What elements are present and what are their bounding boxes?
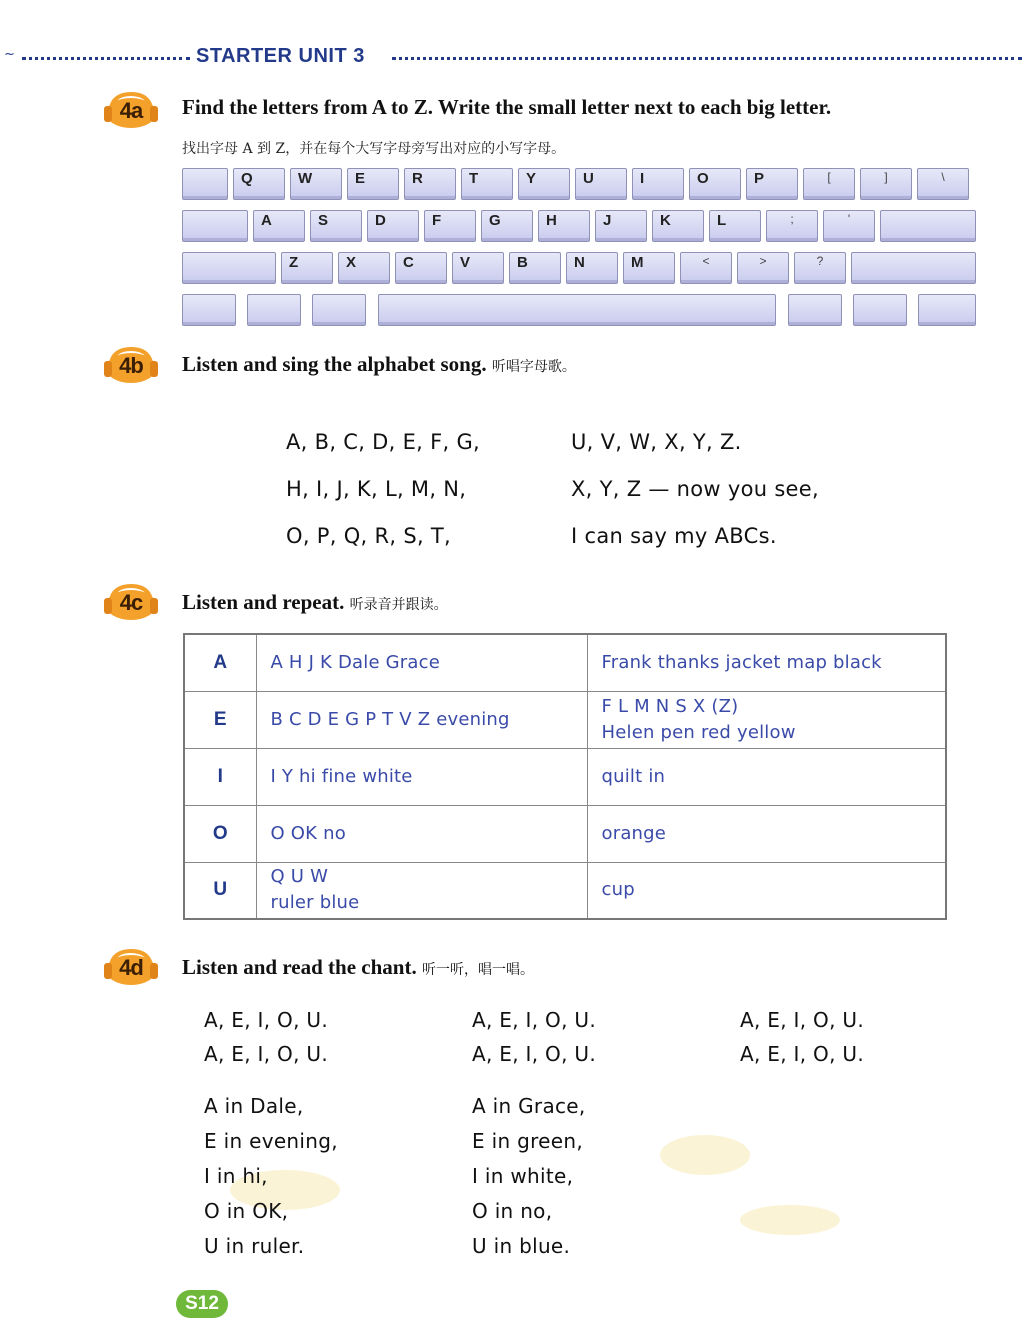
keyboard-key xyxy=(518,168,570,200)
keyboard-key xyxy=(575,168,627,200)
keyboard-blank-key xyxy=(918,294,976,326)
key-label: Y xyxy=(526,170,537,187)
key-label: E xyxy=(355,170,366,187)
table-row xyxy=(184,805,946,862)
keyboard-blank-key xyxy=(853,294,907,326)
key-label: G xyxy=(489,212,501,229)
keyboard-key xyxy=(766,210,818,242)
cell-line: quilt in xyxy=(601,765,666,787)
cell-line: Frank thanks jacket map black xyxy=(601,651,882,673)
keyboard-key xyxy=(566,252,618,284)
key-label: C xyxy=(403,254,414,271)
section-badge-4b xyxy=(100,343,162,389)
long-sound-cell xyxy=(256,634,587,691)
key-label: Z xyxy=(289,254,299,271)
keyboard-blank-key xyxy=(312,294,366,326)
unit-title: STARTER UNIT 3 xyxy=(196,45,365,67)
keyboard-key xyxy=(652,210,704,242)
keyboard-key xyxy=(680,252,732,284)
chant-line: A in Dale, xyxy=(204,1094,304,1118)
song-line: O, P, Q, R, S, T, xyxy=(286,524,451,548)
key-label: J xyxy=(603,212,612,229)
badge-label: 4b xyxy=(119,353,143,378)
keyboard-key xyxy=(338,252,390,284)
key-label: < xyxy=(702,254,710,268)
table-row xyxy=(184,634,946,691)
instruction-4a: Find the letters from A to Z. Write the small letter next to each big letter. xyxy=(182,95,832,119)
badge-label: 4d xyxy=(119,955,143,980)
chant-vowel-line: A, E, I, O, U. xyxy=(740,1008,865,1032)
keyboard-key xyxy=(689,168,741,200)
section-badge-4c xyxy=(100,580,162,626)
vowel-cell: A xyxy=(184,634,256,691)
chant-vowel-line: A, E, I, O, U. xyxy=(204,1042,329,1066)
short-sound-cell xyxy=(587,691,946,748)
instruction-4c-en: Listen and repeat. xyxy=(182,590,345,614)
key-label: T xyxy=(469,170,479,187)
instruction-4d-en: Listen and read the chant. xyxy=(182,955,417,979)
key-label: Q xyxy=(241,170,253,187)
song-line: U, V, W, X, Y, Z. xyxy=(571,430,742,454)
keyboard-blank-key xyxy=(788,294,842,326)
song-line: I can say my ABCs. xyxy=(571,524,777,548)
key-label: V xyxy=(460,254,471,271)
chant-line: I in hi, xyxy=(204,1164,268,1188)
keyboard-spacebar xyxy=(378,294,776,326)
cell-line: I Y hi fine white xyxy=(270,765,413,787)
keyboard-blank-key xyxy=(851,252,976,284)
chant-line: A in Grace, xyxy=(472,1094,586,1118)
key-label: ; xyxy=(790,212,794,226)
short-sound-cell xyxy=(587,748,946,805)
keyboard-key xyxy=(481,210,533,242)
chant-vowel-line: A, E, I, O, U. xyxy=(740,1042,865,1066)
keyboard-key xyxy=(860,168,912,200)
instruction-4d xyxy=(182,955,534,980)
key-label: P xyxy=(754,170,765,187)
phonics-table xyxy=(183,633,947,920)
background-decoration xyxy=(740,1205,840,1235)
instruction-4c xyxy=(182,590,448,615)
long-sound-cell xyxy=(256,862,587,919)
key-label: N xyxy=(574,254,585,271)
keyboard-key xyxy=(746,168,798,200)
long-sound-cell xyxy=(256,691,587,748)
vowel-cell: O xyxy=(184,805,256,862)
key-label: > xyxy=(759,254,767,268)
keyboard-key xyxy=(452,252,504,284)
key-label: \ xyxy=(941,170,945,184)
keyboard-blank-key xyxy=(182,210,248,242)
instruction-4a-zh: 找出字母 A 到 Z，并在每个大写字母旁写出对应的小写字母。 xyxy=(182,141,566,157)
long-sound-cell xyxy=(256,748,587,805)
keyboard-key xyxy=(461,168,513,200)
song-line: A, B, C, D, E, F, G, xyxy=(286,430,481,454)
key-label: I xyxy=(640,170,645,187)
keyboard-key xyxy=(290,168,342,200)
badge-label: 4a xyxy=(119,98,143,123)
key-label: W xyxy=(298,170,313,187)
table-row xyxy=(184,862,946,919)
keyboard-key xyxy=(347,168,399,200)
key-label: [ xyxy=(827,170,831,184)
key-label: M xyxy=(631,254,644,271)
chant-vowel-line: A, E, I, O, U. xyxy=(472,1008,597,1032)
cell-line: cup xyxy=(601,879,635,901)
keyboard-key xyxy=(404,168,456,200)
key-label: U xyxy=(583,170,594,187)
section-badge-4d xyxy=(100,945,162,991)
chant-vowel-line: A, E, I, O, U. xyxy=(204,1008,329,1032)
chant-line: U in blue. xyxy=(472,1234,571,1258)
cell-line: orange xyxy=(601,822,667,844)
keyboard-key xyxy=(509,252,561,284)
chant-line: I in white, xyxy=(472,1164,574,1188)
header-mark: ~ xyxy=(4,47,15,62)
key-label: ? xyxy=(816,254,824,268)
key-label: X xyxy=(346,254,357,271)
key-label: D xyxy=(375,212,386,229)
table-row xyxy=(184,748,946,805)
badge-label: 4c xyxy=(119,590,143,615)
instruction-4b-zh: 听唱字母歌。 xyxy=(491,359,576,375)
vowel-cell: U xyxy=(184,862,256,919)
section-badge-4a xyxy=(100,88,162,134)
chant-line: E in evening, xyxy=(204,1129,338,1153)
key-label: H xyxy=(546,212,557,229)
key-label: R xyxy=(412,170,423,187)
instruction-4d-zh: 听一听，唱一唱。 xyxy=(421,962,534,978)
keyboard-blank-key xyxy=(182,294,236,326)
key-label: S xyxy=(318,212,329,229)
keyboard-key xyxy=(623,252,675,284)
cell-line: O OK no xyxy=(270,822,346,844)
keyboard-key xyxy=(538,210,590,242)
chant-line: O in OK, xyxy=(204,1199,289,1223)
keyboard-key xyxy=(395,252,447,284)
cell-line: F L M N S X (Z) xyxy=(601,695,739,717)
table-row xyxy=(184,691,946,748)
short-sound-cell xyxy=(587,634,946,691)
key-label: F xyxy=(432,212,442,229)
chant-vowel-line: A, E, I, O, U. xyxy=(472,1042,597,1066)
vowel-cell: E xyxy=(184,691,256,748)
keyboard-key xyxy=(424,210,476,242)
key-label: ] xyxy=(884,170,888,184)
cell-line: A H J K Dale Grace xyxy=(270,651,440,673)
chant-line: O in no, xyxy=(472,1199,553,1223)
header-dots-left xyxy=(22,57,190,60)
keyboard-key xyxy=(310,210,362,242)
short-sound-cell xyxy=(587,862,946,919)
cell-line: B C D E G P T V Z evening xyxy=(270,708,510,730)
chant-line: E in green, xyxy=(472,1129,584,1153)
keyboard-key xyxy=(632,168,684,200)
instruction-4b-en: Listen and sing the alphabet song. xyxy=(182,352,487,376)
keyboard-blank-key xyxy=(182,168,228,200)
keyboard-key xyxy=(794,252,846,284)
song-line: H, I, J, K, L, M, N, xyxy=(286,477,467,501)
long-sound-cell xyxy=(256,805,587,862)
background-decoration xyxy=(660,1135,750,1175)
instruction-4b xyxy=(182,352,576,377)
key-label: L xyxy=(717,212,727,229)
keyboard-key xyxy=(917,168,969,200)
page-number: S12 xyxy=(176,1290,228,1318)
header-dots-right xyxy=(392,57,1022,60)
instruction-4c-zh: 听录音并跟读。 xyxy=(349,597,448,613)
keyboard-key xyxy=(281,252,333,284)
cell-line: Helen pen red yellow xyxy=(601,721,796,743)
cell-line: Q U W xyxy=(270,866,329,888)
keyboard-key xyxy=(709,210,761,242)
keyboard-key xyxy=(823,210,875,242)
keyboard-blank-key xyxy=(880,210,976,242)
keyboard-key xyxy=(803,168,855,200)
song-line: X, Y, Z — now you see, xyxy=(571,477,819,501)
cell-line: ruler blue xyxy=(270,892,360,914)
key-label: ' xyxy=(847,212,851,226)
short-sound-cell xyxy=(587,805,946,862)
chant-line: U in ruler. xyxy=(204,1234,305,1258)
keyboard-key xyxy=(253,210,305,242)
keyboard-key xyxy=(737,252,789,284)
key-label: B xyxy=(517,254,528,271)
key-label: O xyxy=(697,170,709,187)
keyboard-key xyxy=(595,210,647,242)
keyboard-blank-key xyxy=(247,294,301,326)
keyboard-key xyxy=(233,168,285,200)
keyboard-key xyxy=(367,210,419,242)
keyboard-blank-key xyxy=(182,252,276,284)
key-label: K xyxy=(660,212,671,229)
key-label: A xyxy=(261,212,272,229)
vowel-cell: I xyxy=(184,748,256,805)
